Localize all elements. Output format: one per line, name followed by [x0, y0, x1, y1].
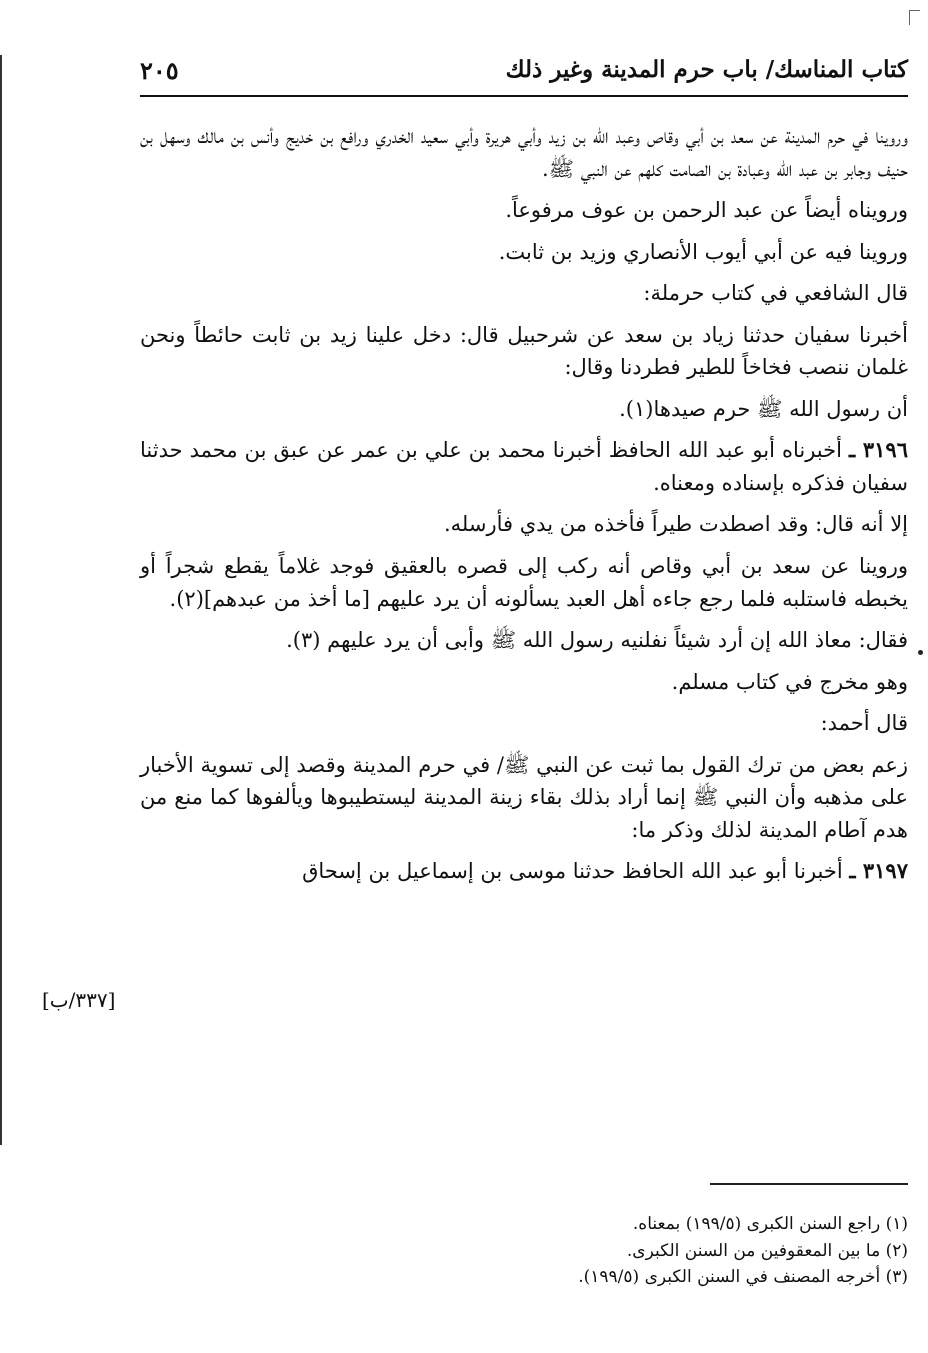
corner-mark [909, 10, 920, 25]
footnote: (١) راجع السنن الكبرى (١٩٩/٥) بمعناه. [632, 1214, 908, 1234]
hadith-number: ٣١٩٦ ـ [849, 437, 908, 463]
paragraph: أخبرنا سفيان حدثنا زياد بن سعد عن شرحبيل قال: دخل علينا زيد بن ثابت حائطاً ونحن غلمان ننصب فخاخاً للطير فطردنا وقال: [140, 322, 908, 380]
paragraph: ورويناه أيضاً عن عبد الرحمن بن عوف مرفوعاً. [505, 198, 908, 223]
paragraph: وروينا عن سعد بن أبي وقاص أنه ركب إلى قصره بالعقيق فوجد غلاماً يقطع شجراً أو يخبطه فاستلبه فلما رجع جاءه أهل العبد يسألونه أن يرد عليهم [ما أخذ من عبدهم](٢). [140, 554, 908, 611]
margin-dot [918, 650, 923, 655]
hadith-text: أخبرنا أبو عبد الله الحافظ حدثنا موسى بن إسماعيل بن إسحاق [302, 859, 843, 884]
header-title: كتاب المناسك/ باب حرم المدينة وغير ذلك [505, 56, 908, 83]
running-header [140, 52, 908, 92]
paragraph: قال الشافعي في كتاب حرملة: [643, 281, 908, 306]
hadith-3196 [140, 434, 908, 499]
header-divider [140, 95, 908, 97]
manuscript-folio-reference: [٣٣٧/ب] [42, 988, 116, 1012]
footnote: (٢) ما بين المعقوفين من السنن الكبرى. [626, 1240, 908, 1261]
paragraph: وروينا فيه عن أبي أيوب الأنصاري وزيد بن ثابت. [498, 239, 908, 264]
footnote: (٣) أخرجه المصنف في السنن الكبرى (١٩٩/٥). [578, 1267, 908, 1288]
paragraph: إلا أنه قال: وقد اصطدت طيراً فأخذه من يدي فأرسله. [444, 512, 908, 537]
page-edge-line [0, 55, 2, 1145]
hadith-text: أخبرناه أبو عبد الله الحافظ أخبرنا محمد بن علي بن عمر عن عبق بن محمد حدثنا سفيان فذكره بإسناده ومعناه. [140, 438, 908, 495]
footnote-divider [710, 1183, 908, 1185]
paragraph: قال أحمد: [820, 711, 908, 736]
paragraph: وروينا في حرم المدينة عن سعد بن أبي وقاص وعبد الله بن زيد وأبي هريرة وأبي سعيد الخدري ورافع بن خديج وأنس بن مالك وسهل بن حنيف وجابر بن عبد الله وعبادة بن الصامت كلهم عن النبي ﷺ. [140, 124, 908, 181]
hadith-number: ٣١٩٧ ـ [849, 858, 908, 884]
footnotes [140, 1212, 908, 1292]
paragraph: فقال: معاذ الله إن أرد شيئاً نفلنيه رسول الله ﷺ وأبى أن يرد عليهم (٣). [286, 628, 908, 653]
main-text [140, 120, 908, 897]
hadith-3197 [140, 855, 908, 888]
paragraph: زعم بعض من ترك القول بما ثبت عن النبي ﷺ/ في حرم المدينة وقصد إلى تسوية الأخبار على مذهبه وأن النبي ﷺ إنما أراد بذلك بقاء زينة المدينة ليستطيبوها ويألفوها كما منع من هدم آطام المدينة لذلك وذكر ما: [140, 752, 908, 842]
paragraph: وهو مخرج في كتاب مسلم. [671, 669, 908, 694]
page-number: ٢٠٥ [140, 56, 179, 85]
paragraph: أن رسول الله ﷺ حرم صيدها(١). [619, 396, 908, 421]
